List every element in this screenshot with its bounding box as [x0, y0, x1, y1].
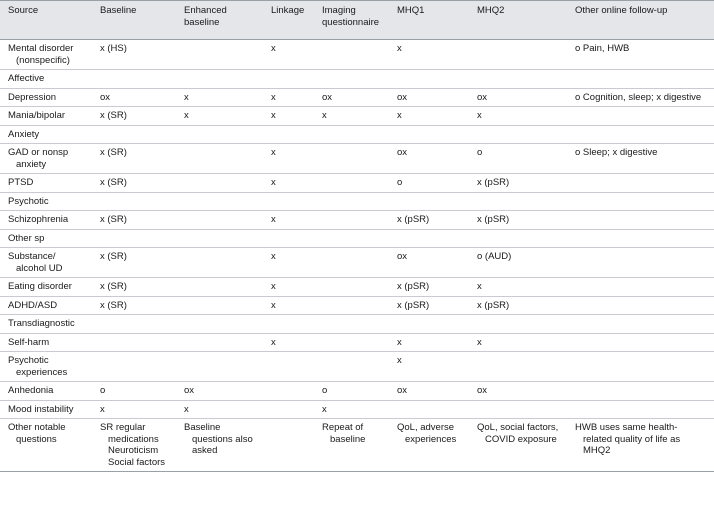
table-row	[0, 248, 714, 278]
cell-baseline	[92, 400, 176, 419]
cell-value: x	[271, 177, 276, 188]
cell-value: o	[477, 147, 483, 158]
cell-value: x	[271, 147, 276, 158]
cell-linkage	[263, 419, 314, 472]
cell-value: x	[477, 336, 482, 348]
cell-value: x (pSR)	[397, 299, 430, 311]
cell-value: o Sleep; x digestive	[575, 147, 658, 158]
cell-value: x	[397, 355, 402, 366]
notable-questions-row	[0, 419, 714, 472]
cell-enhanced-baseline	[176, 296, 263, 315]
cell-mhq1	[389, 248, 469, 278]
cell-value: ox	[184, 385, 195, 396]
cell-mhq1	[389, 400, 469, 419]
cell-other-follow-up	[567, 419, 714, 472]
cell-linkage	[263, 333, 314, 352]
cell-enhanced-baseline	[176, 211, 263, 230]
cell-mhq1	[389, 278, 469, 297]
cell-value: x	[397, 43, 402, 54]
cell-mhq2	[469, 419, 567, 472]
cell-value: x	[271, 281, 276, 292]
cell-mhq2	[469, 144, 567, 174]
cell-line: asked	[192, 445, 218, 456]
cell-baseline	[92, 40, 176, 70]
cell-value: x (pSR)	[397, 281, 430, 292]
cell-mhq2	[469, 40, 567, 70]
cell-mhq2	[469, 382, 567, 401]
cell-imaging	[314, 144, 389, 174]
cell-value: x (pSR)	[477, 214, 510, 225]
header-enhanced-baseline: Enhanced baseline	[184, 5, 227, 28]
cell-source	[0, 382, 92, 401]
row-label: Other notable	[8, 422, 66, 433]
cell-imaging	[314, 174, 389, 193]
cell-other-follow-up	[567, 40, 714, 70]
cell-line: experiences	[405, 433, 457, 445]
table-row	[0, 107, 714, 126]
cell-mhq2	[469, 352, 567, 382]
cell-value: x	[271, 336, 276, 348]
cell-linkage	[263, 40, 314, 70]
cell-value: x	[184, 91, 189, 103]
cell-baseline	[92, 107, 176, 126]
cell-enhanced-baseline	[176, 278, 263, 297]
cell-value: ox	[397, 251, 408, 262]
cell-linkage	[263, 278, 314, 297]
cell-mhq1	[389, 352, 469, 382]
cell-line: Baseline	[184, 422, 221, 433]
row-label: Depression	[8, 91, 57, 103]
cell-mhq2	[469, 400, 567, 419]
cell-enhanced-baseline	[176, 419, 263, 472]
cell-value: x (pSR)	[477, 177, 510, 188]
cell-value: x (HS)	[100, 43, 127, 54]
row-label: Psychotic	[8, 355, 49, 366]
cell-mhq1	[389, 211, 469, 230]
header-other-online-follow-up: Other online follow-up	[575, 5, 668, 16]
cell-mhq2	[469, 107, 567, 126]
section-row	[0, 315, 714, 334]
cell-mhq2	[469, 248, 567, 278]
cell-value: x	[271, 110, 276, 121]
cell-enhanced-baseline	[176, 144, 263, 174]
cell-mhq1	[389, 174, 469, 193]
cell-line: related quality of life as	[583, 433, 681, 445]
row-label: Mania/bipolar	[8, 110, 66, 121]
cell-value: x	[271, 214, 276, 225]
cell-mhq1	[389, 107, 469, 126]
section-label: Anxiety	[8, 128, 40, 140]
table-header-row	[0, 1, 714, 40]
cell-baseline	[92, 296, 176, 315]
cell-other-follow-up	[567, 333, 714, 352]
row-label-continuation: alcohol UD	[16, 262, 63, 274]
cell-value: x (SR)	[100, 299, 127, 311]
cell-imaging	[314, 278, 389, 297]
cell-value: ox	[322, 91, 333, 103]
cell-other-follow-up	[567, 88, 714, 107]
cell-other-follow-up	[567, 174, 714, 193]
cell-baseline	[92, 352, 176, 382]
cell-mhq1	[389, 333, 469, 352]
cell-source	[0, 211, 92, 230]
cell-other-follow-up	[567, 107, 714, 126]
cell-mhq1	[389, 296, 469, 315]
cell-other-follow-up	[567, 296, 714, 315]
cell-baseline	[92, 211, 176, 230]
cell-baseline	[92, 174, 176, 193]
cell-linkage	[263, 88, 314, 107]
row-label-continuation: (nonspecific)	[16, 54, 70, 66]
row-label-continuation: questions	[16, 433, 57, 445]
section-row	[0, 192, 714, 211]
cell-source	[0, 107, 92, 126]
section-label: Transdiagnostic	[8, 318, 75, 329]
cell-baseline	[92, 333, 176, 352]
table-row	[0, 278, 714, 297]
cell-source	[0, 419, 92, 472]
cell-other-follow-up	[567, 400, 714, 419]
cell-source	[0, 333, 92, 352]
row-label: Schizophrenia	[8, 214, 69, 225]
cell-imaging	[314, 352, 389, 382]
cell-imaging	[314, 419, 389, 472]
cell-value: x	[322, 110, 327, 121]
cell-enhanced-baseline	[176, 400, 263, 419]
cell-value: x (pSR)	[477, 299, 510, 311]
cell-other-follow-up	[567, 352, 714, 382]
cell-line: medications	[108, 433, 159, 445]
cell-baseline	[92, 144, 176, 174]
cell-linkage	[263, 107, 314, 126]
cell-imaging	[314, 211, 389, 230]
cell-value: ox	[477, 385, 488, 396]
cell-value: x (SR)	[100, 281, 127, 292]
cell-baseline	[92, 248, 176, 278]
cell-value: ox	[100, 91, 111, 103]
cell-imaging	[314, 248, 389, 278]
row-label: Eating disorder	[8, 281, 72, 292]
header-mhq2: MHQ2	[477, 5, 505, 16]
header-linkage: Linkage	[271, 5, 305, 16]
row-label: PTSD	[8, 177, 34, 188]
cell-source	[0, 296, 92, 315]
cell-value: x	[271, 43, 276, 54]
cell-value: ox	[397, 91, 408, 103]
cell-other-follow-up	[567, 211, 714, 230]
cell-line: questions also	[192, 433, 253, 445]
cell-value: ox	[397, 385, 408, 396]
table-row	[0, 88, 714, 107]
cell-value: o Cognition, sleep; x digestive	[575, 91, 702, 103]
cell-linkage	[263, 211, 314, 230]
cell-mhq2	[469, 333, 567, 352]
cell-value: x (SR)	[100, 110, 127, 121]
cell-line: Social factors	[108, 456, 166, 468]
cell-enhanced-baseline	[176, 333, 263, 352]
row-label: Self-harm	[8, 336, 50, 348]
cell-value: x (SR)	[100, 214, 127, 225]
cell-imaging	[314, 107, 389, 126]
cell-source	[0, 144, 92, 174]
cell-imaging	[314, 333, 389, 352]
cell-line: MHQ2	[583, 445, 611, 456]
row-label: Mental disorder	[8, 43, 74, 54]
row-label: Substance/	[8, 251, 56, 262]
cell-source	[0, 248, 92, 278]
row-label-continuation: anxiety	[16, 158, 47, 170]
cell-other-follow-up	[567, 382, 714, 401]
cell-baseline	[92, 278, 176, 297]
table-row	[0, 174, 714, 193]
cell-source	[0, 40, 92, 70]
table-row	[0, 144, 714, 174]
header-mhq1: MHQ1	[397, 5, 425, 16]
cell-value: o	[100, 385, 106, 396]
cell-imaging	[314, 296, 389, 315]
cell-line: baseline	[330, 433, 366, 445]
cell-enhanced-baseline	[176, 88, 263, 107]
cell-value: x	[100, 403, 105, 415]
cell-mhq1	[389, 88, 469, 107]
cell-linkage	[263, 400, 314, 419]
cell-line: Repeat of	[322, 422, 364, 433]
table-row	[0, 333, 714, 352]
cell-mhq1	[389, 382, 469, 401]
cell-value: ox	[397, 147, 408, 158]
table-row	[0, 382, 714, 401]
cell-value: x	[271, 251, 276, 262]
section-label: Psychotic	[8, 195, 49, 207]
cell-value: o	[397, 177, 403, 188]
cell-value: x	[184, 110, 189, 121]
cell-value: x	[397, 336, 402, 348]
cell-line: QoL, social factors,	[477, 422, 559, 433]
cell-line: COVID exposure	[485, 433, 557, 445]
section-label: Other sp	[8, 232, 45, 244]
cell-enhanced-baseline	[176, 352, 263, 382]
cell-value: x	[397, 110, 402, 121]
cell-value: o (AUD)	[477, 251, 512, 262]
cell-linkage	[263, 352, 314, 382]
cell-enhanced-baseline	[176, 248, 263, 278]
cell-mhq2	[469, 88, 567, 107]
cell-mhq2	[469, 211, 567, 230]
header-source: Source	[8, 5, 39, 16]
cell-value: ox	[477, 91, 488, 103]
cell-imaging	[314, 40, 389, 70]
cell-linkage	[263, 296, 314, 315]
section-row	[0, 125, 714, 144]
cell-mhq1	[389, 144, 469, 174]
cell-mhq1	[389, 419, 469, 472]
cell-enhanced-baseline	[176, 174, 263, 193]
cell-line: Neuroticism	[108, 445, 159, 456]
cell-source	[0, 88, 92, 107]
table-row	[0, 400, 714, 419]
cell-imaging	[314, 382, 389, 401]
cell-value: o Pain, HWB	[575, 43, 630, 54]
cell-other-follow-up	[567, 248, 714, 278]
cell-value: o	[322, 385, 328, 396]
cell-baseline	[92, 382, 176, 401]
table-row	[0, 211, 714, 230]
cell-value: x	[477, 281, 482, 292]
cell-line: HWB uses same health-	[575, 422, 678, 433]
cell-source	[0, 400, 92, 419]
cell-baseline	[92, 419, 176, 472]
cell-baseline	[92, 88, 176, 107]
table-body	[0, 40, 714, 472]
section-row	[0, 70, 714, 89]
cell-value: x	[271, 299, 276, 311]
cell-value: x	[322, 403, 327, 415]
cell-source	[0, 352, 92, 382]
cell-enhanced-baseline	[176, 40, 263, 70]
table-row	[0, 352, 714, 382]
section-row	[0, 229, 714, 248]
cell-line: QoL, adverse	[397, 422, 455, 433]
cell-linkage	[263, 382, 314, 401]
cell-imaging	[314, 88, 389, 107]
cell-other-follow-up	[567, 144, 714, 174]
cell-imaging	[314, 400, 389, 419]
row-label: ADHD/ASD	[8, 299, 58, 311]
cell-value: x	[271, 91, 276, 103]
row-label: GAD or nonsp	[8, 147, 69, 158]
row-label: Anhedonia	[8, 385, 54, 396]
cell-linkage	[263, 174, 314, 193]
cell-value: x (SR)	[100, 251, 127, 262]
section-label: Affective	[8, 73, 45, 84]
cell-linkage	[263, 144, 314, 174]
cell-enhanced-baseline	[176, 382, 263, 401]
cell-line: SR regular	[100, 422, 146, 433]
cell-source	[0, 278, 92, 297]
cell-value: x (SR)	[100, 177, 127, 188]
cell-mhq1	[389, 40, 469, 70]
row-label-continuation: experiences	[16, 366, 68, 378]
table-row	[0, 40, 714, 70]
cell-mhq2	[469, 174, 567, 193]
header-baseline: Baseline	[100, 5, 137, 16]
cell-mhq2	[469, 296, 567, 315]
cell-value: x (SR)	[100, 147, 127, 158]
cell-source	[0, 174, 92, 193]
table-row	[0, 296, 714, 315]
row-label: Mood instability	[8, 403, 74, 415]
cell-value: x (pSR)	[397, 214, 430, 225]
cell-value: x	[477, 110, 482, 121]
cell-enhanced-baseline	[176, 107, 263, 126]
cell-mhq2	[469, 278, 567, 297]
header-imaging-questionnaire: Imaging questionnaire	[322, 5, 380, 28]
cell-linkage	[263, 248, 314, 278]
cell-value: x	[184, 403, 189, 415]
cell-other-follow-up	[567, 278, 714, 297]
